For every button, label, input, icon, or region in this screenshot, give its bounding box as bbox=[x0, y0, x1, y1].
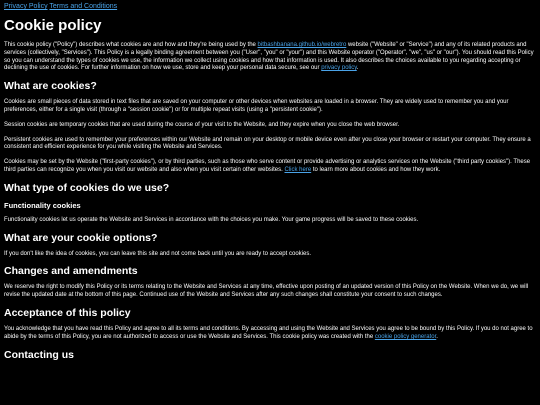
intro-text-2: website ("Website" or "Service") and any of its related products and services (collectively, "Services"). This Policy is a legally binding agreement between you ("User", "you" or "your") and this Website operator ("Operator", "we", "us" or "our"). You should read this Policy so you can understand the types of cookies we use, the information we collect using cookies and how that information is used. It also describes the choices available to you regarding accepting or declining the use of cookies. For further information on how we use, store and keep your personal data secure, see our bbox=[4, 42, 534, 72]
heading-cookie-options: What are your cookie options? bbox=[4, 231, 158, 244]
heading-changes: Changes and amendments bbox=[4, 265, 138, 278]
intro-text-1: This cookie policy ("Policy") describes what cookies are and how and they're being used by the bbox=[4, 42, 258, 48]
cookies-paragraph-4 bbox=[4, 159, 536, 175]
cookies-p4-text-1: Cookies may be set by the Website ("first-party cookies"), or by third parties, such as those who serve content or provide advertising or analytics services on the Website ("third party cookies"). These third parties can recognize you when you visit our website and also when you visit certain other websites. bbox=[4, 159, 531, 173]
intro-text-3: . bbox=[356, 65, 359, 72]
heading-contacting-us: Contacting us bbox=[4, 348, 74, 361]
acceptance-paragraph bbox=[4, 326, 536, 342]
acceptance-text-2: . bbox=[436, 333, 438, 340]
changes-paragraph: We reserve the right to modify this Policy or its terms relating to the Website and Services at any time, effective upon posting of an updated version of this Policy on the Website. When we do, we will revise the updated date at the bottom of this page. Continued use of the Website and Services after any such changes shall constitute your consent to such changes. bbox=[4, 284, 529, 299]
click-here-link[interactable]: Click here bbox=[284, 166, 312, 173]
acceptance-text-1: You acknowledge that you have read this Policy and agree to all its terms and conditions. By accessing and using the Website and Services you agree to be bound by this Policy. If you do not agree to abide by the terms of this Policy, you are not authorized to access or use the Website and Services. This cookie policy was created with the bbox=[4, 325, 533, 340]
options-paragraph: If you don't like the idea of cookies, you can leave this site and not come back until you are ready to accept cookies. bbox=[4, 250, 311, 257]
functionality-paragraph: Functionality cookies let us operate the Website and Services in accordance with the choices you make. Your game progress will be saved to these cookies. bbox=[4, 216, 419, 223]
website-link[interactable]: bitbashbanana.github.io/webretro bbox=[257, 42, 347, 48]
top-nav bbox=[4, 2, 536, 11]
cookies-paragraph-2: Session cookies are temporary cookies that are used during the course of your visit to the Website, and they expire when you close the web browser. bbox=[4, 121, 400, 128]
cookie-policy-generator-link[interactable]: cookie policy generator bbox=[374, 333, 437, 340]
subheading-functionality-cookies: Functionality cookies bbox=[4, 200, 81, 210]
cookies-paragraph-3: Persistent cookies are used to remember your preferences within our Website and remain on your desktop or mobile device even after you close your browser or restart your computer. They ensure a consistent and efficient experience for you while visiting the Website and Services. bbox=[4, 136, 531, 151]
heading-cookie-types: What type of cookies do we use? bbox=[4, 181, 170, 194]
page-title: Cookie policy bbox=[4, 17, 102, 34]
heading-what-are-cookies: What are cookies? bbox=[4, 80, 97, 93]
privacy-policy-inline-link[interactable]: privacy policy bbox=[321, 65, 357, 72]
terms-link[interactable]: Terms and Conditions bbox=[49, 3, 118, 10]
cookies-paragraph-1: Cookies are small pieces of data stored in text files that are saved on your computer or other devices when websites are loaded in a browser. They are widely used to remember you and your preferences, either for a single visit (through a "session cookie") or for multiple repeat visits (using a "persistent cookie"). bbox=[4, 99, 509, 113]
privacy-policy-link[interactable]: Privacy Policy bbox=[4, 3, 48, 10]
heading-acceptance: Acceptance of this policy bbox=[4, 306, 131, 319]
intro-paragraph bbox=[4, 42, 536, 73]
cookies-p4-text-2: to learn more about cookies and how they work. bbox=[311, 166, 441, 173]
